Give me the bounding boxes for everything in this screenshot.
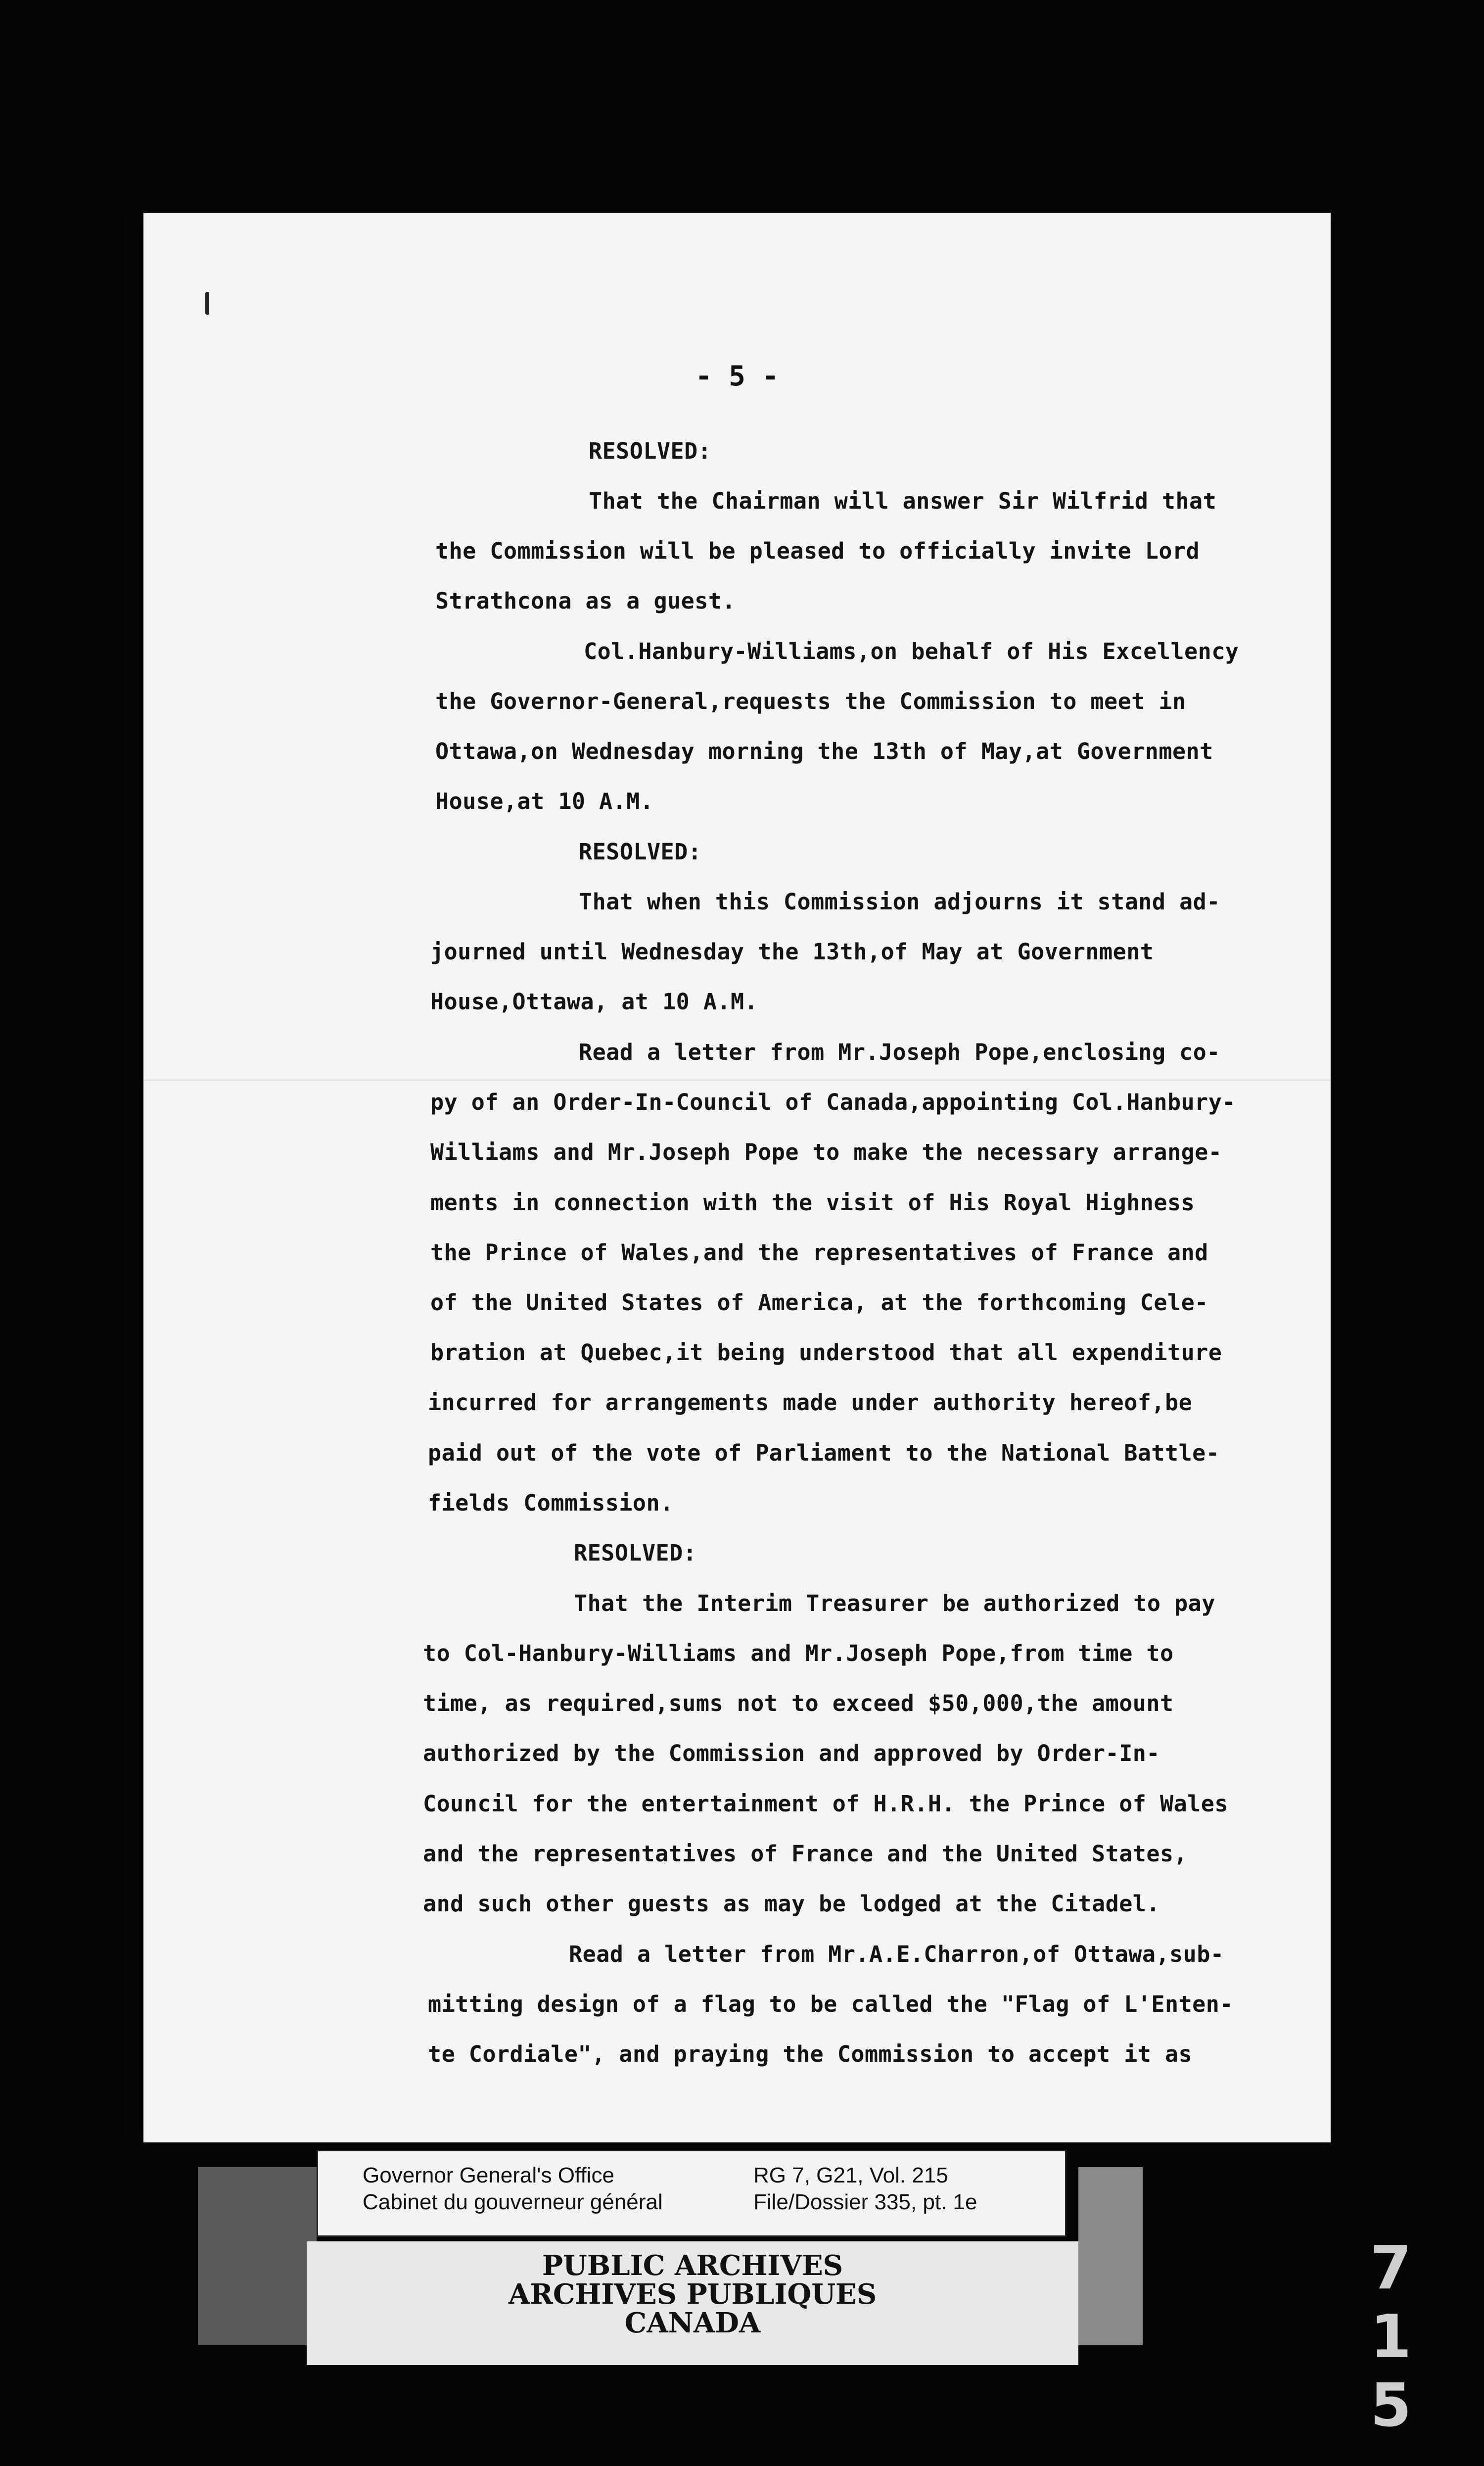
archives-fr: ARCHIVES PUBLIQUES: [508, 2278, 877, 2311]
text-line: bration at Quebec,it being understood that all expenditure: [430, 1339, 1222, 1366]
text-line: Ottawa,on Wednesday morning the 13th of May,at Government: [435, 738, 1213, 764]
document-page: [143, 213, 1331, 2142]
text-line: py of an Order-In-Council of Canada,appointing Col.Hanbury-: [430, 1089, 1236, 1115]
text-line: Council for the entertainment of H.R.H. the Prince of Wales: [423, 1791, 1228, 1817]
archives-country: CANADA: [624, 2307, 761, 2339]
record-group: RG 7, G21, Vol. 215: [753, 2163, 948, 2187]
text-line: the Prince of Wales,and the representatives of France and: [430, 1239, 1208, 1266]
text-line: House,at 10 A.M.: [435, 788, 654, 814]
text-line: House,Ottawa, at 10 A.M.: [430, 989, 758, 1015]
text-line: to Col-Hanbury-Williams and Mr.Joseph Pope,from time to: [423, 1640, 1174, 1666]
text-line: the Governor-General,requests the Commission to meet in: [435, 688, 1186, 714]
text-line: That the Chairman will answer Sir Wilfrid that: [589, 488, 1217, 514]
text-line: RESOLVED:: [574, 1540, 697, 1566]
text-line: the Commission will be pleased to officially invite Lord: [435, 538, 1200, 564]
text-line: Read a letter from Mr.Joseph Pope,enclosing co-: [579, 1039, 1220, 1065]
body-text: [143, 213, 1331, 2142]
reference-numbers: [753, 2162, 977, 2216]
text-line: RESOLVED:: [589, 438, 712, 464]
text-line: paid out of the vote of Parliament to the National Battle-: [428, 1440, 1220, 1466]
text-line: RESOLVED:: [579, 839, 702, 865]
office-names: [363, 2162, 663, 2216]
archive-reference-label: [317, 2150, 1067, 2237]
archives-stamp: [307, 2241, 1078, 2365]
text-line: of the United States of America, at the forthcoming Cele-: [430, 1289, 1208, 1316]
text-line: journed until Wednesday the 13th,of May at Government: [430, 939, 1154, 965]
file-number: File/Dossier 335, pt. 1e: [753, 2190, 977, 2214]
film-edge-right: [1078, 2167, 1143, 2345]
text-line: mitting design of a flag to be called the "Flag of L'Enten-: [428, 1991, 1233, 2017]
text-line: Strathcona as a guest.: [435, 588, 736, 614]
text-line: Col.Hanbury-Williams,on behalf of His Excellency: [584, 638, 1239, 664]
office-fr: Cabinet du gouverneur général: [363, 2190, 663, 2214]
film-edge-left: [198, 2167, 317, 2345]
page-number: - 5 -: [695, 360, 779, 392]
text-line: authorized by the Commission and approved by Order-In-: [423, 1740, 1160, 1766]
text-line: Williams and Mr.Joseph Pope to make the necessary arrange-: [430, 1139, 1222, 1165]
text-line: and the representatives of France and the United States,: [423, 1841, 1188, 1867]
text-line: time, as required,sums not to exceed $50,000,the amount: [423, 1690, 1174, 1716]
office-en: Governor General's Office: [363, 2163, 614, 2187]
text-line: fields Commission.: [428, 1490, 674, 1516]
text-line: te Cordiale", and praying the Commission to accept it as: [428, 2041, 1193, 2067]
frame-number: 7 1 5: [1370, 2234, 1432, 2440]
text-line: That when this Commission adjourns it stand ad-: [579, 889, 1220, 915]
text-line: ments in connection with the visit of His Royal Highness: [430, 1189, 1195, 1216]
text-line: incurred for arrangements made under authority hereof,be: [428, 1389, 1193, 1416]
text-line: That the Interim Treasurer be authorized to pay: [574, 1590, 1215, 1616]
text-line: Read a letter from Mr.A.E.Charron,of Ottawa,sub-: [569, 1941, 1224, 1967]
text-line: and such other guests as may be lodged at the Citadel.: [423, 1891, 1160, 1917]
archives-en: PUBLIC ARCHIVES: [542, 2249, 843, 2282]
